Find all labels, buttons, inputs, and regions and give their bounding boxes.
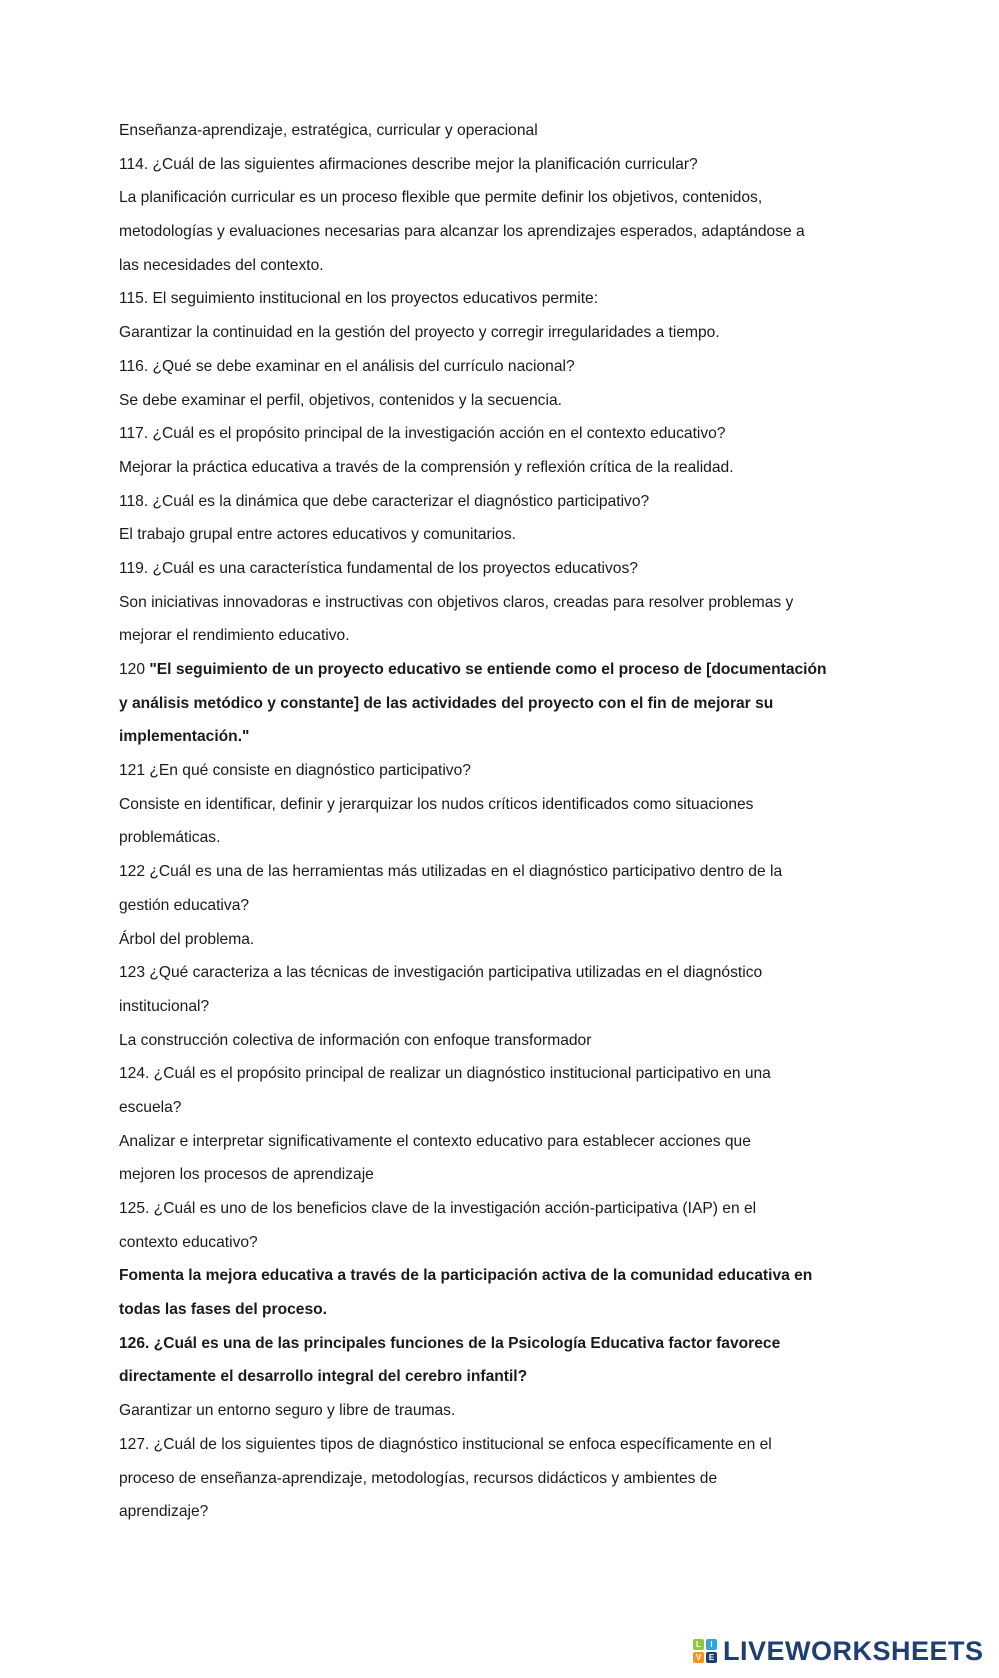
text-line (119, 619, 879, 653)
line-text: institucional? (119, 997, 210, 1015)
text-line (119, 451, 879, 485)
line-text: 115. El seguimiento institucional en los proyectos educativos permite: (119, 290, 599, 308)
line-text: Garantizar la continuidad en la gestión del proyecto y corregir irregularidades a tiempo. (119, 324, 720, 342)
text-line (119, 384, 879, 418)
line-text: 123 ¿Qué caracteriza a las técnicas de investigación participativa utilizadas en el diagnóstico (119, 964, 763, 982)
question-number: 120 (119, 661, 150, 678)
text-line (119, 148, 879, 182)
text-line (119, 1293, 879, 1327)
text-line (119, 1091, 879, 1125)
text-line (119, 653, 879, 687)
bold-text: Fomenta la mejora educativa a través de la participación activa de la comunidad educativa en (119, 1267, 813, 1285)
text-line (119, 1192, 879, 1226)
line-text: Garantizar un entorno seguro y libre de traumas. (119, 1402, 456, 1420)
line-text: Son iniciativas innovadoras e instructivas con objetivos claros, creadas para resolver problemas y (119, 593, 794, 611)
text-line (119, 889, 879, 923)
line-text: Consiste en identificar, definir y jerarquizar los nudos críticos identificados como situaciones (119, 795, 754, 813)
line-text: contexto educativo? (119, 1233, 258, 1251)
text-line (119, 215, 879, 249)
text-line (119, 1495, 879, 1529)
text-line (119, 1158, 879, 1192)
liveworksheets-wordmark: LIVEWORKSHEETS (723, 1635, 984, 1666)
line-text: 125. ¿Cuál es uno de los beneficios clave de la investigación acción-participativa (IAP) en el (119, 1200, 757, 1217)
text-line (119, 586, 879, 620)
line-text: 127. ¿Cuál de los siguientes tipos de diagnóstico institucional se enfoca específicamente en el (119, 1435, 772, 1453)
text-line (119, 923, 879, 957)
text-line (119, 1462, 879, 1496)
document-body (119, 114, 879, 1529)
text-line (119, 417, 879, 451)
text-line (119, 720, 879, 754)
line-text: mejorar el rendimiento educativo. (119, 627, 350, 645)
text-line (119, 518, 879, 552)
logo-letter-i: I (706, 1639, 717, 1650)
text-line (119, 1360, 879, 1394)
bold-text: directamente el desarrollo integral del cerebro infantil? (119, 1368, 528, 1386)
line-text: Enseñanza-aprendizaje, estratégica, curricular y operacional (119, 122, 538, 139)
text-line (119, 1327, 879, 1361)
line-text: 117. ¿Cuál es el propósito principal de la investigación acción en el contexto educativo? (119, 425, 726, 443)
text-line (119, 114, 879, 148)
line-text: Se debe examinar el perfil, objetivos, contenidos y la secuencia. (119, 391, 562, 409)
line-text: mejoren los procesos de aprendizaje (119, 1166, 374, 1184)
text-line (119, 1024, 879, 1058)
text-line (119, 181, 879, 215)
bold-text: "El seguimiento de un proyecto educativo se entiende como el proceso de [documentación (149, 661, 827, 678)
line-text: 124. ¿Cuál es el propósito principal de realizar un diagnóstico institucional participativo en una (119, 1065, 771, 1083)
text-line (119, 1428, 879, 1462)
text-line (119, 1394, 879, 1428)
logo-letter-e: E (706, 1652, 717, 1663)
bold-text: todas las fases del proceso. (119, 1301, 328, 1319)
line-text: problemáticas. (119, 829, 221, 847)
text-line (119, 1226, 879, 1260)
liveworksheets-logo-icon (693, 1639, 717, 1663)
text-line (119, 956, 879, 990)
line-text: 118. ¿Cuál es la dinámica que debe caracterizar el diagnóstico participativo? (119, 492, 650, 510)
text-line (119, 788, 879, 822)
text-line (119, 990, 879, 1024)
line-text: 119. ¿Cuál es una característica fundamental de los proyectos educativos? (119, 559, 638, 577)
line-text: aprendizaje? (119, 1503, 209, 1521)
bold-text: implementación." (119, 728, 250, 746)
line-text: proceso de enseñanza-aprendizaje, metodologías, recursos didácticos y ambientes de (119, 1469, 718, 1487)
bold-text: 126. ¿Cuál es una de las principales funciones de la Psicología Educativa factor favorece (119, 1334, 781, 1352)
logo-letter-l: L (693, 1639, 704, 1650)
text-line (119, 485, 879, 519)
text-line (119, 350, 879, 384)
line-text: 122 ¿Cuál es una de las herramientas más utilizadas en el diagnóstico participativo dentro de la (119, 863, 783, 881)
text-line (119, 1125, 879, 1159)
line-text: metodologías y evaluaciones necesarias para alcanzar los aprendizajes esperados, adaptándose a (119, 223, 805, 241)
text-line (119, 316, 879, 350)
bold-text: y análisis metódico y constante] de las actividades del proyecto con el fin de mejorar su (119, 694, 774, 712)
text-line (119, 855, 879, 889)
text-line (119, 249, 879, 283)
line-text: La construcción colectiva de información con enfoque transformador (119, 1031, 592, 1049)
line-text: Analizar e interpretar significativamente el contexto educativo para establecer acciones que (119, 1132, 751, 1150)
line-text: escuela? (119, 1098, 182, 1116)
line-text: 114. ¿Cuál de las siguientes afirmaciones describe mejor la planificación curricular? (119, 155, 698, 173)
text-line (119, 1259, 879, 1293)
text-line (119, 821, 879, 855)
text-line (119, 282, 879, 316)
line-text: Mejorar la práctica educativa a través de la comprensión y reflexión crítica de la realidad. (119, 458, 734, 476)
line-text: las necesidades del contexto. (119, 256, 324, 274)
text-line (119, 1057, 879, 1091)
logo-letter-v: V (693, 1652, 704, 1663)
text-line (119, 687, 879, 721)
text-line (119, 552, 879, 586)
text-line (119, 754, 879, 788)
line-text: El trabajo grupal entre actores educativos y comunitarios. (119, 526, 516, 544)
line-text: La planificación curricular es un proceso flexible que permite definir los objetivos, contenidos, (119, 189, 763, 207)
line-text: 116. ¿Qué se debe examinar en el análisis del currículo nacional? (119, 357, 575, 375)
line-text: Árbol del problema. (119, 930, 255, 948)
liveworksheets-logo (693, 1631, 984, 1671)
line-text: gestión educativa? (119, 896, 250, 914)
line-text: 121 ¿En qué consiste en diagnóstico participativo? (119, 762, 471, 780)
